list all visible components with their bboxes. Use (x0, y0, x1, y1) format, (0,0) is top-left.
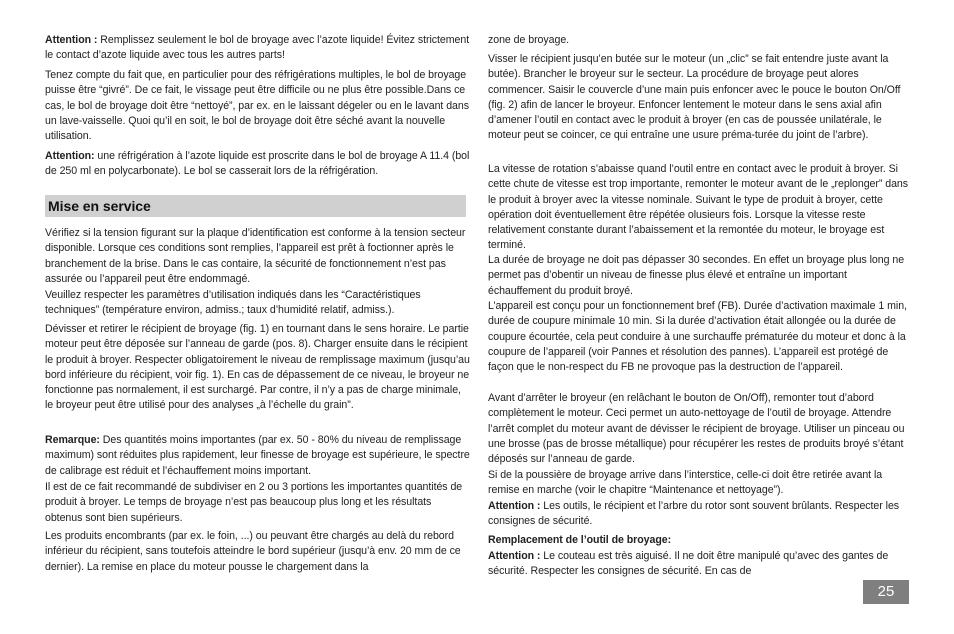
attention-label: Attention : (45, 34, 98, 46)
paragraph-zone: zone de broyage. (488, 34, 570, 46)
paragraph-parameters: Veuillez respecter les paramètres d’utilisation indiqués dans les “Caractéristiques techniques” (température environ, admiss.; taux d’humidité relatif, admiss.). (45, 289, 421, 317)
attention-paragraph-4: Attention : Le couteau est très aiguisé. Il ne doit être manipulé qu’avec des gantes de sécurité. Respecter les consignes de sécurité. En cas de (488, 550, 889, 578)
attention-label: Attention : (488, 550, 541, 562)
section-heading-mise-en-service: Mise en service (45, 195, 466, 217)
paragraph-stopping: Avant d’arrêter le broyeur (en relâchant le bouton de On/Off), remonter tout d’abord complètement le moteur. Ceci permet un auto-nettoyage de l’outil de broyage. Attendre l’arrêt complet du moteur avant de dévisser le récipient de broyage. Utiliser un pinceau ou une brosse (pas de brosse métallique) pour récupérer les restes de produits broyé s’étant déposés sur l’anneau de garde. (488, 392, 905, 466)
subheading-tool-replacement: Remplacement de l’outil de broyage: (488, 534, 672, 546)
attention-label: Attention : (488, 500, 541, 512)
remarque-paragraph: Remarque: Des quantités moins importantes (par ex. 50 - 80% du niveau de remplissage maximum) sont réduites plus rapidement, leur finesse de broyage est supérieure, le spectre de calibrage est réduit et l’échauffement moins important. (45, 434, 470, 477)
paragraph-frost: Tenez compte du fait que, en particulier pour des réfrigérations multiples, le bol de broyage puisse être “givré”. De ce fait, le vissage peut être difficile ou ne plus être possible.Dans ce cas, le bol de broyage doit être “nettoyé”, par ex. en le laissant dégeler ou en le lavant dans un lave-vaisselle. Quoi qu’il en soit, le bol de broyage doit être séché avant la nouvelle utilisation. (45, 69, 469, 143)
paragraph-loading: Dévisser et retirer le récipient de broyage (fig. 1) en tournant dans le sens horaire. Le partie moteur peut être déposée sur l’anneau de garde (pos. 8). Charger ensuite dans le récipient le produit à broyer. Respecter obligatoirement le niveau de remplissage maximum (jusqu’au bord inférieure du récipient, voir fig. 1). En cas de dépassement de ce niveau, le broyeur ne fonctionne pas normalement, il est surchargé. Par contre, il n’y a pas de charge minimale, le broyeur peut être utilisé pour des analyses „à l’échelle du grain”. (45, 323, 470, 412)
attention-paragraph-2: Attention: une réfrigération à l’azote liquide est proscrite dans le bol de broyage A 11.4 (bol de 250 ml en polycarbonate). Le bol se casserait lors de la réfrigération. (45, 150, 470, 178)
paragraph-dust: Si de la poussière de broyage arrive dans l’interstice, celle-ci doit être retirée avant la remise en marche (voir le chapitre “Maintenance et nettoyage”). (488, 469, 883, 497)
paragraph-bulky-products: Les produits encombrants (par ex. le foin, ...) ou peuvant être chargés au delà du rebord inférieur du récipient, sans toutefois atteindre le bord supérieur (jusqu’à env. 20 mm de ce dernier). La remise en place du moteur pousse le chargement dans la (45, 530, 461, 573)
paragraph-operation-mode: L’appareil est conçu pour un fonctionnement bref (FB). Durée d’activation maximale 1 min, durée de coupure minimale 10 min. Si la durée d’activation était allongée ou la durée de coupure écourtée, cela peut conduire à une surchauffe prématurée du moteur et donc à la coupure de l’appareil (voir Pannes et résolution des pannes). L’appareil est protégé de façon que le non-respect du FB ne provoque pas la destruction de l’appareil. (488, 300, 907, 374)
paragraph-duration: La durée de broyage ne doit pas dépasser 30 secondes. En effet un broyage plus long ne permet pas d’obentir un niveau de finesse plus élevé et entraîne un important échauffement du produit broyé. (488, 254, 905, 297)
remarque-label: Remarque: (45, 434, 100, 446)
paragraph-portions: Il est de ce fait recommandé de subdiviser en 2 ou 3 portions les importantes quantités de produit à broyer. Le temps de broyage n’est pas beaucoup plus long et les résultats obtenus sont bien supérieurs. (45, 481, 463, 524)
paragraph-screwing: Visser le récipient jusqu’en butée sur le moteur (un „clic” se fait entendre juste avant la butée). Brancher le broyeur sur le secteur. La procédure de broyage peut alores commencer. Saisir le couvercle d’une main puis enfoncer avec le pouce le bouton On/Off (fig. 2) afin de lancer le broyeur. Enfoncer lentement le moteur dans le sens axial afin d’amener l’outil en contact avec le produit à broyer (en cas de poussée unilatérale, le moteur peut se coincer, ce qui entraîne une usure préma-turée du joint de l’arbre). (488, 53, 901, 142)
attention-paragraph-1: Attention : Remplissez seulement le bol de broyage avec l’azote liquide! Évitez strictement le contact d’azote liquide avec tous les autres parts! (45, 34, 470, 62)
paragraph-voltage: Vérifiez si la tension figurant sur la plaque d’identification est conforme à la tension secteur disponible. Lorsque ces conditions sont remplies, l’appareil est prêt à foctionner après le branchement de la brise. Dans le cas contaire, la sécurité de fonctionnement n’est pas assurée ou l’appareil peut être endommagé. (45, 227, 466, 285)
page-number: 25 (863, 580, 909, 604)
attention-label: Attention: (45, 150, 95, 162)
paragraph-speed: La vitesse de rotation s’abaisse quand l’outil entre en contact avec le produit à broyer. Si cette chute de vitesse est trop importante, remonter le moteur avant de le „replonger” dans le produit à broyer avec la vitesse nominale. Suivant le type de produit à broyer, cette opération doit éventuellement être répétée olusieurs fois. Lorsque la vitesse reste relativement constante durant l’abaissement et la remontée du moteur, le broyage est terminé. (488, 163, 909, 252)
attention-paragraph-3: Attention : Les outils, le récipient et l’arbre du rotor sont souvent brûlants. Respecter les consignes de sécurité. (488, 500, 900, 528)
